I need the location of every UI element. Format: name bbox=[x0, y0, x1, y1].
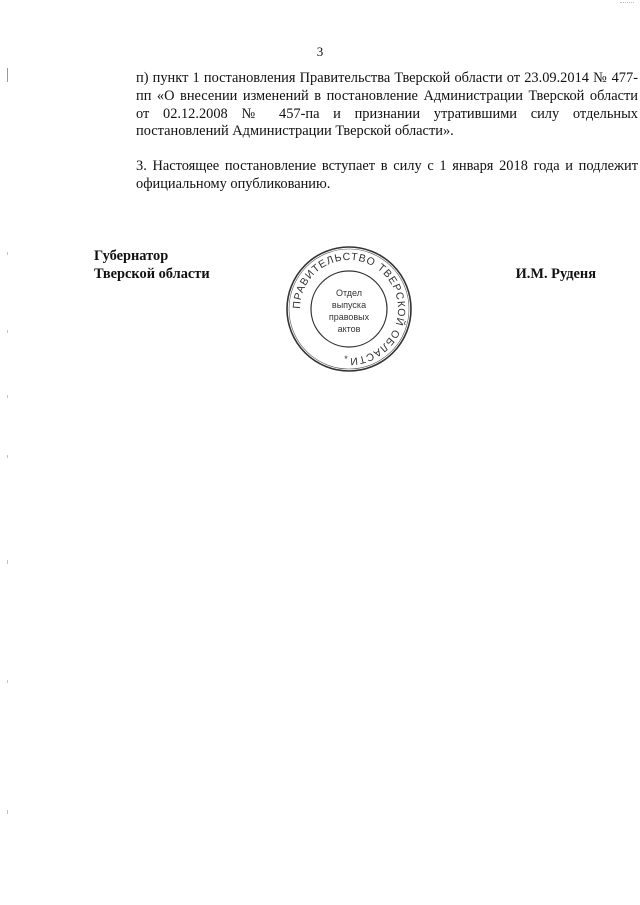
seal-line-1: Отдел bbox=[335, 288, 363, 298]
scan-artifact-mark bbox=[7, 680, 8, 683]
signatory-name: И.М. Руденя bbox=[515, 266, 596, 282]
scan-corner-mark bbox=[620, 2, 634, 4]
official-seal-stamp bbox=[284, 244, 414, 374]
seal-star: * bbox=[344, 354, 348, 364]
scan-artifact-mark bbox=[7, 455, 8, 458]
signatory-title bbox=[94, 247, 210, 283]
paragraph-item-p: п) пункт 1 постановления Правительства Тверской области от 23.09.2014 № 477-пп «О внесении изменений в постановление Администрации Тверской области от 02.12.2008 № 457-па и признании утратившими силу отдельных постановлений Администрации Тверской области». bbox=[136, 70, 638, 140]
seal-ring-textpath: ПРАВИТЕЛЬСТВО ТВЕРСКОЙ ОБЛАСТИ bbox=[290, 250, 408, 368]
scan-artifact-mark bbox=[7, 560, 8, 564]
seal-line-3: правовых bbox=[328, 312, 370, 322]
seal-line-4: актов bbox=[337, 324, 361, 334]
signatory-title-line2: Тверской области bbox=[94, 266, 210, 282]
seal-graphic bbox=[284, 244, 414, 374]
scan-artifact-mark bbox=[7, 330, 8, 333]
scan-artifact-mark bbox=[7, 810, 8, 814]
scan-artifact-mark bbox=[7, 68, 8, 82]
scan-artifact-mark bbox=[7, 395, 8, 398]
paragraph-item-3: 3. Настоящее постановление вступает в силу с 1 января 2018 года и подлежит официальному опубликованию. bbox=[136, 158, 638, 192]
scan-artifact-mark bbox=[7, 252, 8, 255]
seal-line-2: выпуска bbox=[331, 300, 367, 310]
signatory-title-line1: Губернатор bbox=[94, 248, 169, 264]
page-number: 3 bbox=[316, 44, 324, 59]
